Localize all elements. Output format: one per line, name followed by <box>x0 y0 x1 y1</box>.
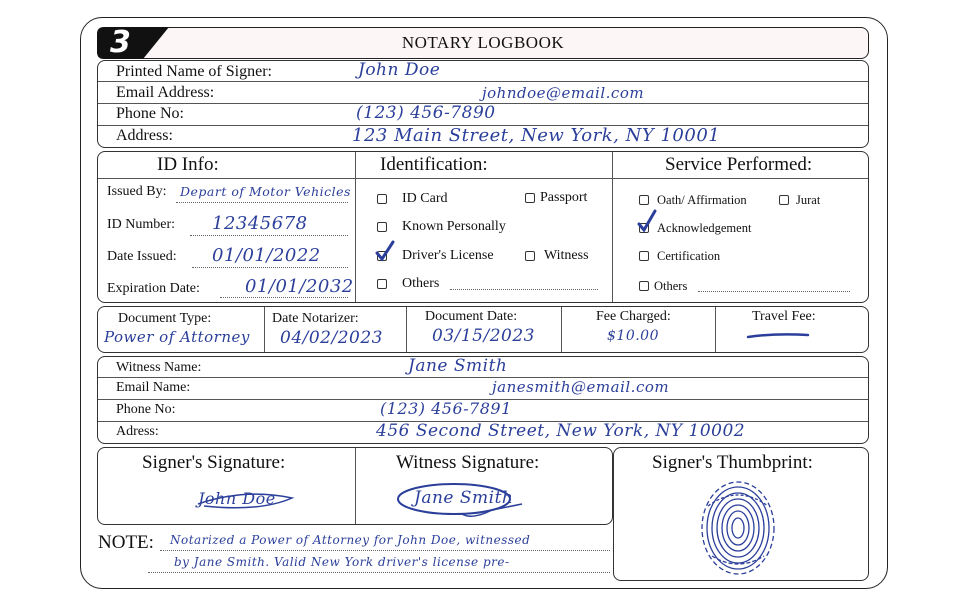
divider <box>355 448 356 524</box>
witness-label: Witness <box>544 248 589 263</box>
witness-checkbox[interactable] <box>525 251 535 261</box>
divider <box>561 307 562 352</box>
id-card-label: ID Card <box>402 191 448 206</box>
others-service-checkbox[interactable] <box>639 281 649 291</box>
witness-name-label: Witness Name: <box>116 360 202 375</box>
dotted-line <box>148 572 610 573</box>
oath-checkbox[interactable] <box>639 195 649 205</box>
signer-address-label: Address: <box>116 127 173 144</box>
expiration-date-label: Expiration Date: <box>107 281 200 296</box>
identification-title: Identification: <box>380 154 488 175</box>
others-service-label: Others <box>654 279 688 293</box>
witness-phone-value[interactable]: (123) 456-7891 <box>380 399 512 418</box>
divider <box>355 152 356 302</box>
witness-signature[interactable]: Jane Smith <box>414 488 514 508</box>
witness-email-label: Email Name: <box>116 380 191 395</box>
travel-fee-dash <box>745 331 811 341</box>
signer-phone-label: Phone No: <box>116 105 184 122</box>
witness-address-label: Adress: <box>116 424 159 439</box>
others-id-label: Others <box>402 276 440 291</box>
document-date-value[interactable]: 03/15/2023 <box>432 326 535 346</box>
others-id-checkbox[interactable] <box>377 279 387 289</box>
oath-label: Oath/ Affirmation <box>657 193 747 207</box>
signer-name-label: Printed Name of Signer: <box>116 63 272 80</box>
dotted-line <box>160 550 610 551</box>
dotted-line <box>698 291 850 292</box>
travel-fee-label: Travel Fee: <box>752 309 816 324</box>
expiration-date-value[interactable]: 01/01/2032 <box>245 276 354 297</box>
entry-number: 3 <box>110 25 131 60</box>
divider <box>715 307 716 352</box>
checkmark-icon <box>374 240 396 262</box>
id-card-checkbox[interactable] <box>377 194 387 204</box>
document-type-value[interactable]: Power of Attorney <box>104 328 250 346</box>
dotted-line <box>190 235 348 236</box>
divider <box>98 81 868 82</box>
note-line-1[interactable]: Notarized a Power of Attorney for John Doe, witnessed <box>170 533 531 547</box>
signer-signature-label: Signer's Signature: <box>142 452 286 473</box>
page-title: NOTARY LOGBOOK <box>401 33 565 52</box>
date-notarized-value[interactable]: 04/02/2023 <box>280 328 383 348</box>
dotted-line <box>220 297 348 298</box>
note-line-2[interactable]: by Jane Smith. Valid New York driver's license pre- <box>174 555 510 569</box>
date-notarized-label: Date Notarizer: <box>272 311 359 326</box>
id-number-value[interactable]: 12345678 <box>212 213 308 234</box>
issued-by-value[interactable]: Depart of Motor Vehicles <box>180 184 351 199</box>
date-issued-label: Date Issued: <box>107 249 177 264</box>
divider <box>406 307 407 352</box>
witness-phone-label: Phone No: <box>116 402 176 417</box>
drivers-license-label: Driver's License <box>402 248 494 263</box>
fee-charged-label: Fee Charged: <box>596 309 671 324</box>
signer-email-label: Email Address: <box>116 84 215 101</box>
date-issued-value[interactable]: 01/01/2022 <box>212 245 321 266</box>
divider <box>264 307 265 352</box>
signer-phone-value[interactable]: (123) 456-7890 <box>356 103 496 123</box>
divider <box>612 152 613 302</box>
certification-label: Certification <box>657 249 721 263</box>
divider <box>98 178 868 179</box>
id-info-title: ID Info: <box>157 154 219 175</box>
thumbprint-icon <box>696 476 780 578</box>
jurat-checkbox[interactable] <box>779 195 789 205</box>
document-type-label: Document Type: <box>118 311 212 326</box>
dotted-line <box>192 267 348 268</box>
known-personally-checkbox[interactable] <box>377 222 387 232</box>
witness-name-value[interactable]: Jane Smith <box>408 356 508 376</box>
witness-signature-label: Witness Signature: <box>396 452 540 473</box>
signer-address-value[interactable]: 123 Main Street, New York, NY 10001 <box>352 125 721 146</box>
certification-checkbox[interactable] <box>639 251 649 261</box>
passport-label: Passport <box>540 190 588 205</box>
witness-address-value[interactable]: 456 Second Street, New York, NY 10002 <box>376 421 746 441</box>
issued-by-label: Issued By: <box>107 184 167 199</box>
note-label: NOTE: <box>98 532 154 553</box>
service-title: Service Performed: <box>665 154 813 175</box>
dotted-line <box>450 289 598 290</box>
acknowledgement-label: Acknowledgement <box>657 221 752 235</box>
id-number-label: ID Number: <box>107 217 176 232</box>
checkmark-icon <box>636 209 658 233</box>
witness-email-value[interactable]: janesmith@email.com <box>492 378 670 396</box>
jurat-label: Jurat <box>796 193 821 207</box>
fee-charged-value[interactable]: $10.00 <box>607 328 659 344</box>
thumbprint-label: Signer's Thumbprint: <box>652 452 813 473</box>
signer-name-value[interactable]: John Doe <box>358 60 441 80</box>
dotted-line <box>176 202 348 203</box>
document-date-label: Document Date: <box>425 309 518 324</box>
signer-signature[interactable]: John Doe <box>198 489 276 508</box>
divider <box>98 377 868 378</box>
signer-email-value[interactable]: johndoe@email.com <box>482 84 645 102</box>
known-personally-label: Known Personally <box>402 219 506 234</box>
passport-checkbox[interactable] <box>525 193 535 203</box>
